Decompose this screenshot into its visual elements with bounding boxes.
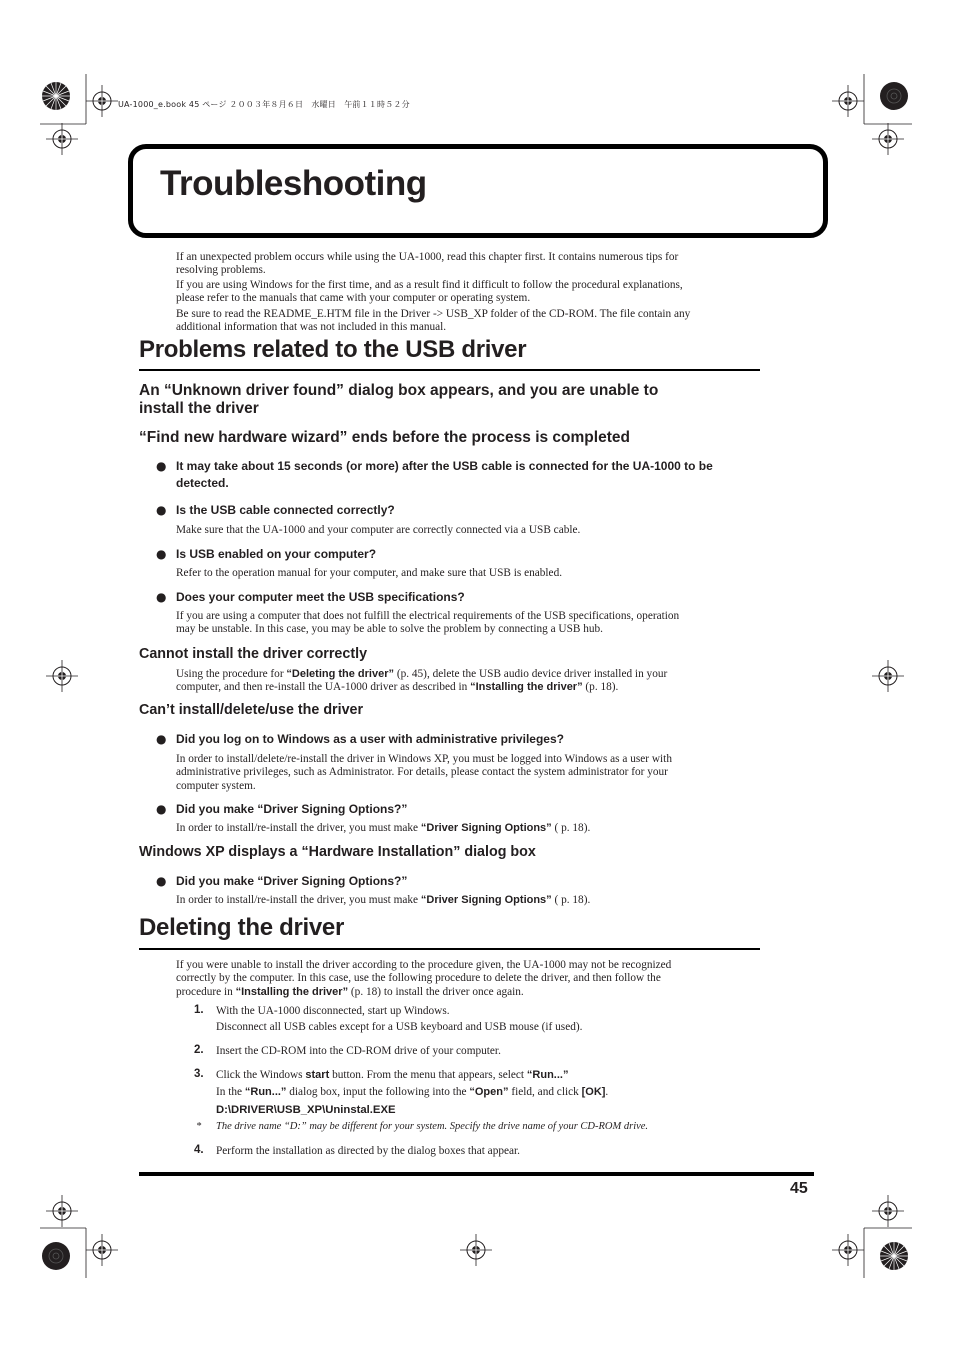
intro-line: If you are using Windows for the first time, and as a result find it difficult to follow the procedural explanations,	[176, 278, 683, 291]
bullet-line: detected.	[176, 476, 229, 490]
ref-installing-driver: “Installing the driver”	[470, 681, 583, 694]
bullet-icon: ●	[156, 503, 167, 517]
text-line	[176, 681, 776, 694]
uninstall-path: D:\DRIVER\USB_XP\Uninstal.EXE	[216, 1104, 396, 1116]
text-part: Using the procedure for	[176, 668, 287, 680]
text-part: .	[605, 1086, 609, 1098]
answer-line: In order to install/delete/re-install the driver in Windows XP, you must be logged into Windows as a user with	[176, 753, 672, 765]
bullet-icon: ●	[156, 874, 167, 888]
subheading-line: install the driver	[139, 400, 259, 417]
step-number: 3.	[194, 1068, 204, 1080]
intro-line: please refer to the manuals that came with your computer or operating system.	[176, 292, 531, 305]
step-text	[216, 1086, 608, 1099]
start-label: start	[305, 1069, 330, 1081]
text-part: ( p. 18).	[551, 894, 591, 906]
subheading-unknown-driver	[139, 382, 658, 418]
subheading-cannot-install: Cannot install the driver correctly	[139, 646, 368, 662]
text-part: dialog box, input the following into the	[286, 1086, 470, 1098]
ref-driver-signing: “Driver Signing Options”	[420, 822, 552, 834]
text-part: (p. 18) to install the driver once again.	[348, 985, 524, 998]
bullet-icon: ●	[156, 547, 167, 561]
text-part: ( p. 18).	[551, 822, 591, 834]
text-part: Click the Windows	[216, 1069, 306, 1081]
answer-line: administrative privileges, such as Administrator. For details, please contact the system administrator for your	[176, 766, 668, 779]
bullet-question: Is USB enabled on your computer?	[176, 547, 377, 561]
answer-line: may be unstable. In this case, you may be able to solve the problem by connecting a USB hub.	[176, 623, 603, 636]
section-heading-delete: Deleting the driver	[139, 914, 345, 941]
bullet-icon: ●	[156, 732, 167, 746]
delete-intro	[176, 959, 776, 999]
bullet-answer	[176, 822, 590, 835]
note-text: The drive name “D:” may be different for your system. Specify the drive name of your CD-ROM drive.	[216, 1121, 649, 1132]
bullet-icon: ●	[156, 459, 167, 473]
text-line: correctly by the computer. In this case, use the following procedure to delete the driver, and then follow the	[176, 972, 661, 985]
text-part: procedure in	[176, 985, 236, 998]
text-part: In order to install/re-install the driver, you must make	[176, 822, 421, 834]
bullet-answer: Make sure that the UA-1000 and your computer are correctly connected via a USB cable.	[176, 524, 581, 536]
open-label: “Open”	[469, 1086, 509, 1098]
note-mark: *	[196, 1121, 202, 1132]
bullet-question: Did you make “Driver Signing Options?”	[176, 802, 408, 816]
intro-line: additional information that was not included in this manual.	[176, 321, 447, 334]
subheading-windows-xp: Windows XP displays a “Hardware Installation” dialog box	[139, 844, 536, 860]
bullet-question: Did you log on to Windows as a user with administrative privileges?	[176, 732, 564, 746]
bullet-question: Is the USB cable connected correctly?	[176, 503, 395, 517]
run-label: “Run...”	[526, 1069, 569, 1081]
section-rule	[139, 948, 760, 950]
bullet-question: Does your computer meet the USB specifications?	[176, 590, 465, 604]
step-text: Disconnect all USB cables except for a USB keyboard and USB mouse (if used).	[216, 1021, 583, 1033]
cannot-install-text	[176, 668, 776, 695]
text-part: (p. 18).	[582, 681, 619, 694]
text-line: If you were unable to install the driver according to the procedure given, the UA-1000 may not be recognized	[176, 959, 672, 971]
answer-line: If you are using a computer that does not fulfill the electrical requirements of the USB specifications, operation	[176, 610, 680, 622]
intro-line: If an unexpected problem occurs while using the UA-1000, read this chapter first. It contains numerous tips for	[176, 251, 679, 263]
run-label: “Run...”	[244, 1086, 287, 1098]
step-text	[216, 1069, 568, 1082]
footer-rule	[139, 1172, 814, 1176]
subheading-line: An “Unknown driver found” dialog box appears, and you are unable to	[139, 382, 659, 399]
bullet-line: It may take about 15 seconds (or more) after the USB cable is connected for the UA-1000 to be	[176, 459, 713, 473]
step-number: 4.	[194, 1144, 204, 1156]
step-number: 1.	[194, 1004, 204, 1016]
intro-line: Be sure to read the README_E.HTM file in the Driver -> USB_XP folder of the CD-ROM. The file contain any	[176, 307, 691, 320]
step-number: 2.	[194, 1044, 204, 1056]
section-rule	[139, 369, 760, 371]
page-title: Troubleshooting	[160, 164, 427, 203]
intro	[176, 251, 776, 334]
text-part: In the	[216, 1086, 245, 1098]
file-info: UA-1000_e.book 45 ページ ２００３年８月６日 水曜日 午前１１時５２分	[118, 100, 410, 109]
answer-line: computer system.	[176, 779, 256, 792]
bullet-icon: ●	[156, 802, 167, 816]
text-line	[176, 986, 776, 999]
bullet-answer	[176, 610, 776, 637]
step-text: With the UA-1000 disconnected, start up Windows.	[216, 1005, 450, 1017]
bullet-answer: Refer to the operation manual for your computer, and make sure that USB is enabled.	[176, 567, 563, 579]
subheading-wizard: “Find new hardware wizard” ends before the process is completed	[139, 429, 630, 446]
step-text: Perform the installation as directed by the dialog boxes that appear.	[216, 1145, 520, 1157]
step-text: Insert the CD-ROM into the CD-ROM drive of your computer.	[216, 1045, 501, 1057]
bullet-question	[176, 458, 776, 492]
bullet-icon: ●	[156, 590, 167, 604]
bullet-answer	[176, 894, 590, 907]
page-number: 45	[790, 1180, 808, 1197]
section-heading-usb: Problems related to the USB driver	[139, 336, 527, 363]
text-part: In order to install/re-install the driver, you must make	[176, 894, 421, 906]
ref-driver-signing: “Driver Signing Options”	[420, 894, 552, 906]
text-part: (p. 45), delete the USB audio device driver installed in your	[394, 668, 668, 680]
ok-label: [OK]	[581, 1086, 606, 1098]
text-line	[176, 668, 776, 681]
bullet-question: Did you make “Driver Signing Options?”	[176, 874, 408, 888]
intro-line: resolving problems.	[176, 264, 266, 277]
bullet-answer	[176, 753, 776, 793]
ref-deleting-driver: “Deleting the driver”	[286, 668, 394, 680]
text-part: button. From the menu that appears, select	[329, 1069, 527, 1081]
text-part: field, and click	[508, 1086, 582, 1098]
subheading-cant-install: Can’t install/delete/use the driver	[139, 702, 364, 718]
text-part: computer, and then re-install the UA-1000 driver as described in	[176, 681, 471, 694]
ref-installing-driver: “Installing the driver”	[235, 985, 349, 998]
